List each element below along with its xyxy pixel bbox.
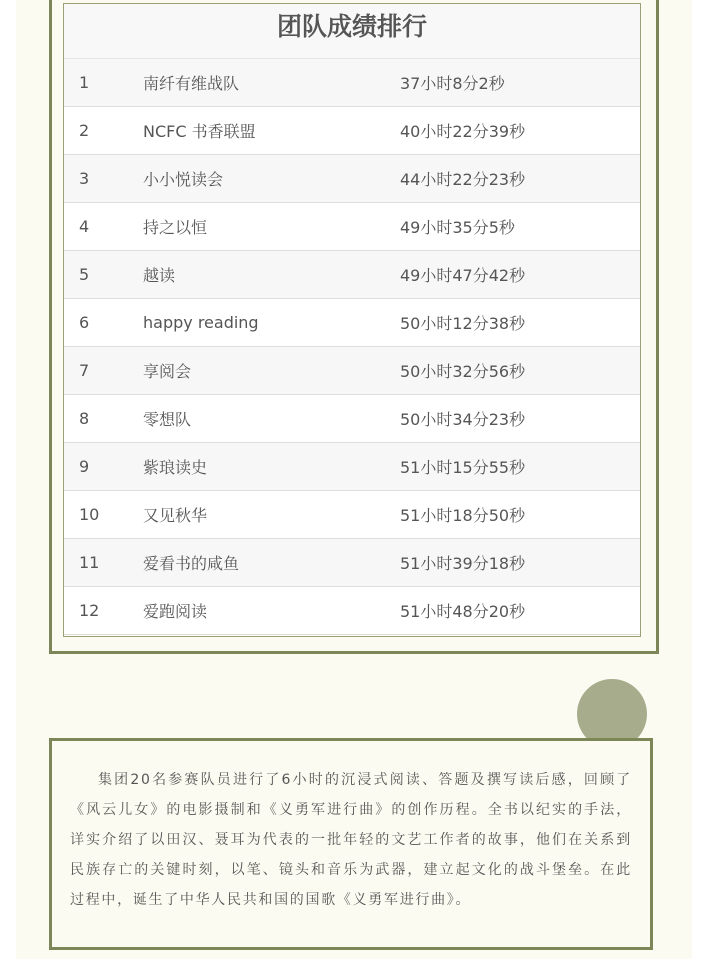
time-cell: 50小时34分23秒	[400, 410, 526, 429]
ranking-title: 团队成绩排行	[64, 4, 640, 59]
summary-text: 集团20名参赛队员进行了6小时的沉浸式阅读、答题及撰写读后感，回顾了《风云儿女》的电影摄制和《义勇军进行曲》的创作历程。全书以纪实的手法，详实介绍了以田汉、聂耳为代表的一批年轻的文艺工作者的故事，他们在关系到民族存亡的关键时刻，以笔、镜头和音乐为武器，建立起文化的战斗堡垒。在此过程中，诞生了中华人民共和国的国歌《义勇军进行曲》。	[70, 772, 632, 908]
team-name-cell: happy reading	[143, 313, 259, 332]
ranking-table	[63, 3, 641, 637]
rank-cell: 6	[79, 313, 90, 332]
rank-cell: 2	[79, 121, 90, 140]
table-row	[64, 299, 640, 347]
time-cell: 51小时48分20秒	[400, 602, 526, 621]
team-name-cell: 南纤有维战队	[143, 74, 240, 93]
table-row	[64, 395, 640, 443]
team-name-cell: 零想队	[143, 410, 192, 429]
table-row	[64, 443, 640, 491]
time-cell: 40小时22分39秒	[400, 122, 526, 141]
rank-cell: 4	[79, 217, 90, 236]
summary-box	[49, 738, 653, 950]
rank-cell: 1	[79, 73, 90, 92]
rank-cell: 5	[79, 265, 90, 284]
table-row	[64, 203, 640, 251]
time-cell: 51小时39分18秒	[400, 554, 526, 573]
time-cell: 49小时47分42秒	[400, 266, 526, 285]
team-name-cell: 爱跑阅读	[143, 602, 208, 621]
team-name-cell: 享阅会	[143, 362, 192, 381]
ranking-frame	[49, 0, 659, 654]
time-cell: 49小时35分5秒	[400, 218, 515, 237]
ranking-rows	[64, 59, 640, 635]
team-name-cell: 紫琅读史	[143, 458, 208, 477]
rank-cell: 11	[79, 553, 100, 572]
table-row	[64, 491, 640, 539]
table-row	[64, 587, 640, 635]
rank-cell: 10	[79, 505, 100, 524]
table-row	[64, 251, 640, 299]
team-name-cell: 越读	[143, 266, 176, 285]
time-cell: 51小时18分50秒	[400, 506, 526, 525]
team-name-cell: 小小悦读会	[143, 170, 224, 189]
time-cell: 37小时8分2秒	[400, 74, 505, 93]
team-name-cell: 又见秋华	[143, 506, 208, 525]
table-row	[64, 155, 640, 203]
rank-cell: 3	[79, 169, 90, 188]
team-name-cell: 爱看书的咸鱼	[143, 554, 240, 573]
rank-cell: 8	[79, 409, 90, 428]
team-name-cell: 持之以恒	[143, 218, 208, 237]
time-cell: 50小时32分56秒	[400, 362, 526, 381]
rank-cell: 12	[79, 601, 100, 620]
time-cell: 50小时12分38秒	[400, 314, 526, 333]
table-row	[64, 539, 640, 587]
rank-cell: 7	[79, 361, 90, 380]
time-cell: 51小时15分55秒	[400, 458, 526, 477]
team-name-cell: NCFC 书香联盟	[143, 122, 256, 141]
time-cell: 44小时22分23秒	[400, 170, 526, 189]
table-row	[64, 59, 640, 107]
table-row	[64, 347, 640, 395]
rank-cell: 9	[79, 457, 90, 476]
table-row	[64, 107, 640, 155]
